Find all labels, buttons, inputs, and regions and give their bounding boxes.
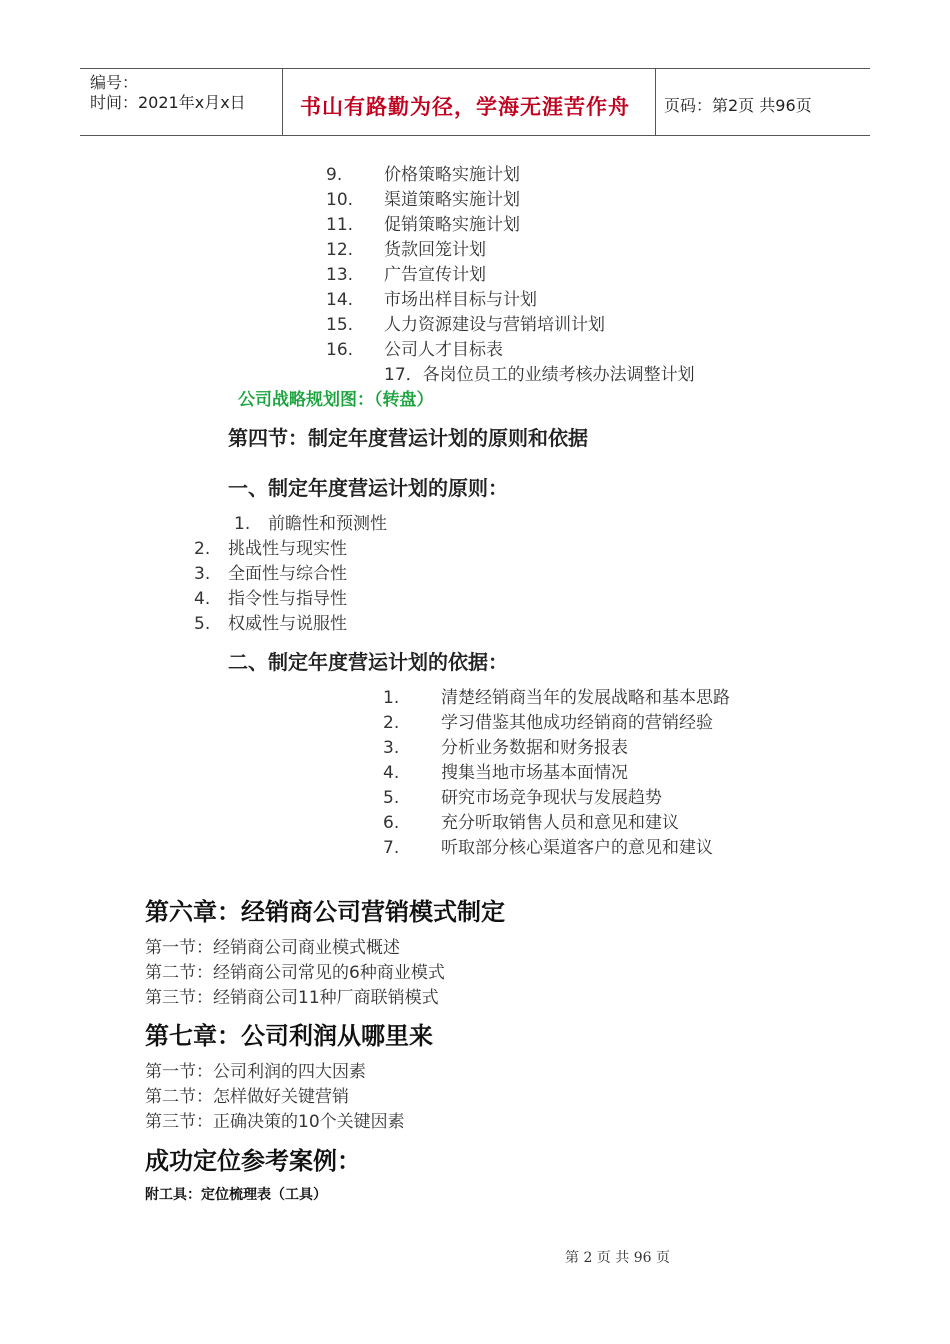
list-item: 1. 清楚经销商当年的发展战略和基本思路 bbox=[383, 688, 730, 708]
page-footer: 第 2 页 共 96 页 bbox=[565, 1250, 670, 1266]
list-item: 4. 搜集当地市场基本面情况 bbox=[383, 763, 628, 783]
list-item: 14. 市场出样目标与计划 bbox=[326, 290, 537, 310]
chapter7-section-1: 第一节：公司利润的四大因素 bbox=[145, 1062, 366, 1082]
list-item: 1. 前瞻性和预测性 bbox=[234, 514, 387, 534]
list-item: 11. 促销策略实施计划 bbox=[326, 215, 520, 235]
chapter7-section-2: 第二节：怎样做好关键营销 bbox=[145, 1087, 349, 1107]
header-divider-1 bbox=[282, 68, 283, 135]
list-item: 17．各岗位员工的业绩考核办法调整计划 bbox=[384, 365, 695, 385]
chapter7-section-3: 第三节：正确决策的10个关键因素 bbox=[145, 1112, 405, 1132]
case-title: 成功定位参考案例： bbox=[145, 1147, 361, 1175]
header-time-label: 时间：2021年x月x日 bbox=[90, 93, 246, 112]
list-item: 4. 指令性与指导性 bbox=[194, 589, 347, 609]
chapter6-section-3: 第三节：经销商公司11种厂商联销模式 bbox=[145, 988, 439, 1008]
list-item: 6. 充分听取销售人员和意见和建议 bbox=[383, 813, 679, 833]
basis-title: 二、制定年度营运计划的依据： bbox=[228, 650, 508, 674]
strategy-chart-label: 公司战略规划图：（转盘） bbox=[238, 390, 434, 410]
list-item: 3. 分析业务数据和财务报表 bbox=[383, 738, 628, 758]
chapter6-section-1: 第一节：经销商公司商业模式概述 bbox=[145, 938, 400, 958]
list-item: 15. 人力资源建设与营销培训计划 bbox=[326, 315, 605, 335]
section4-title: 第四节：制定年度营运计划的原则和依据 bbox=[228, 426, 588, 450]
list-item: 3. 全面性与综合性 bbox=[194, 564, 347, 584]
list-item: 13. 广告宣传计划 bbox=[326, 265, 486, 285]
list-item: 5. 权威性与说服性 bbox=[194, 614, 347, 634]
chapter6-title: 第六章：经销商公司营销模式制定 bbox=[145, 898, 505, 926]
tool-line: 附工具：定位梳理表（工具） bbox=[145, 1187, 327, 1203]
list-item: 16. 公司人才目标表 bbox=[326, 340, 503, 360]
chapter7-title: 第七章：公司利润从哪里来 bbox=[145, 1022, 433, 1050]
list-item: 10. 渠道策略实施计划 bbox=[326, 190, 520, 210]
list-item: 9. 价格策略实施计划 bbox=[326, 165, 520, 185]
list-item: 12. 货款回笼计划 bbox=[326, 240, 486, 260]
chapter6-section-2: 第二节：经销商公司常见的6种商业模式 bbox=[145, 963, 445, 983]
header-motto: 书山有路勤为径，学海无涯苦作舟 bbox=[300, 95, 630, 119]
list-item: 5. 研究市场竞争现状与发展趋势 bbox=[383, 788, 662, 808]
header-divider-2 bbox=[655, 68, 656, 135]
header-page-label: 页码：第2页 共96页 bbox=[664, 96, 812, 115]
list-item: 7. 听取部分核心渠道客户的意见和建议 bbox=[383, 838, 713, 858]
header-bottom-border bbox=[80, 135, 870, 136]
header-number-label: 编号： bbox=[90, 73, 139, 92]
list-item: 2. 学习借鉴其他成功经销商的营销经验 bbox=[383, 713, 713, 733]
list-item: 2. 挑战性与现实性 bbox=[194, 539, 347, 559]
principles-title: 一、制定年度营运计划的原则： bbox=[228, 476, 508, 500]
header-top-border bbox=[80, 68, 870, 69]
